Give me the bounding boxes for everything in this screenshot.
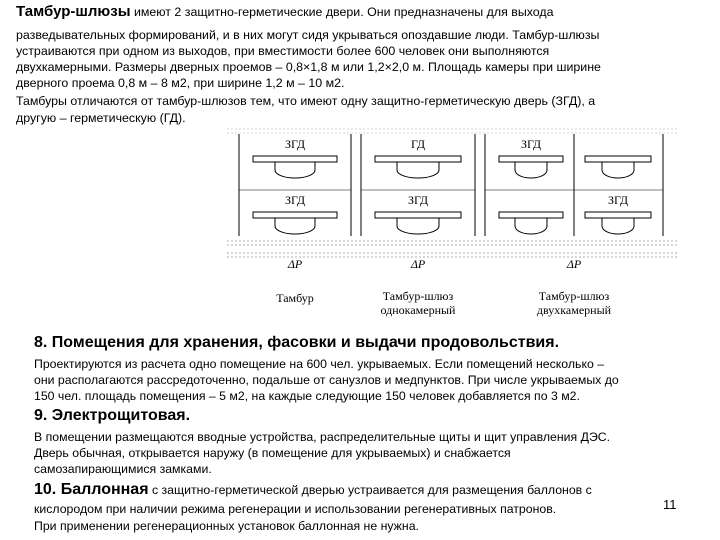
section-9-line-1: В помещении размещаются вводные устройства, распределительные щиты и щит управления ДЭС.	[34, 430, 611, 444]
caption-2-line-1: Тамбур-шлюз	[382, 289, 454, 303]
tambour-diagram	[227, 128, 677, 328]
door-label-top-2: ГД	[410, 137, 426, 151]
section-10-line-3: При применении регенерационных установок баллонная не нужна.	[34, 519, 419, 533]
door-label-bottom-2: ЗГД	[407, 193, 429, 207]
pressure-label-2: ΔP	[410, 257, 426, 271]
caption-3-line-1: Тамбур-шлюз	[538, 289, 610, 303]
door-bottom-2	[375, 212, 461, 218]
intro-term: Тамбур-шлюзы	[16, 3, 131, 20]
caption-2-line-2: однокамерный	[380, 303, 456, 317]
page-number: 11	[663, 497, 677, 512]
section-10-heading: 10. Баллонная	[34, 481, 149, 498]
caption-1-line-1: Тамбур	[276, 291, 314, 305]
door-top-3a	[499, 156, 563, 162]
door-bottom-1	[253, 212, 337, 218]
section-10-line-1	[34, 480, 592, 500]
section-9-line-2: Дверь обычная, открывается наружу (в помещение для укрываемых) и снабжается	[34, 446, 511, 460]
ground-strip-top	[227, 240, 677, 248]
door-top-2	[375, 156, 461, 162]
door-label-top-1: ЗГД	[284, 137, 306, 151]
section-10-line-2: кислородом при наличии режима регенерации и использовании регенеративных патронов.	[34, 502, 557, 516]
intro-line-1	[16, 4, 554, 21]
intro-line-7: другую – герметическую (ГД).	[16, 111, 186, 125]
door-top-1	[253, 156, 337, 162]
section-10-heading-rest: с защитно-герметической дверью устраивается для размещения баллонов с	[148, 483, 592, 497]
intro-line-5: дверного проема 0,8 м – 8 м2, при ширине 1,2 м – 10 м2.	[16, 76, 345, 90]
door-label-top-3: ЗГД	[520, 137, 542, 151]
ground-strip-upper	[227, 128, 677, 136]
door-label-bottom-1: ЗГД	[284, 193, 306, 207]
intro-line-1-rest: имеют 2 защитно-герметические двери. Они предназначены для выхода	[130, 5, 554, 19]
door-bottom-3b	[585, 212, 651, 218]
intro-line-3: устраиваются при одном из выходов, при вместимости более 600 человек они выполняются	[16, 44, 550, 58]
section-8-line-3: 150 чел. площадь помещения – 5 м2, на каждые следующие 150 человек добавляется по 3 м2.	[34, 389, 580, 403]
section-8-heading: 8. Помещения для хранения, фасовки и выдачи продовольствия.	[34, 334, 560, 351]
section-8-line-2: они располагаются рассредоточенно, подальше от санузлов и медпунктов. При числе укрываемых до	[34, 373, 619, 387]
door-bottom-3a	[499, 212, 563, 218]
door-label-bottom-3: ЗГД	[607, 193, 629, 207]
pressure-label-1: ΔP	[287, 257, 303, 271]
pressure-label-3: ΔP	[566, 257, 582, 271]
door-top-3b	[585, 156, 651, 162]
intro-line-6: Тамбуры отличаются от тамбур-шлюзов тем, что имеют одну защитно-герметическую дверь (ЗГД), а	[16, 94, 596, 108]
caption-3-line-2: двухкамерный	[536, 303, 612, 317]
section-9-heading: 9. Электрощитовая.	[34, 407, 191, 424]
intro-line-4: двухкамерными. Размеры дверных проемов – 0,8×1,8 м или 1,2×2,0 м. Площадь камеры при ширине	[16, 60, 601, 74]
section-9-line-3: самозапирающимися замками.	[34, 462, 212, 476]
intro-line-2: разведывательных формирований, и в них могут сидя укрываться опоздавшие люди. Тамбур-шлюзы	[16, 28, 600, 42]
section-8-line-1: Проектируются из расчета одно помещение на 600 чел. укрываемых. Если помещений несколько –	[34, 357, 605, 371]
